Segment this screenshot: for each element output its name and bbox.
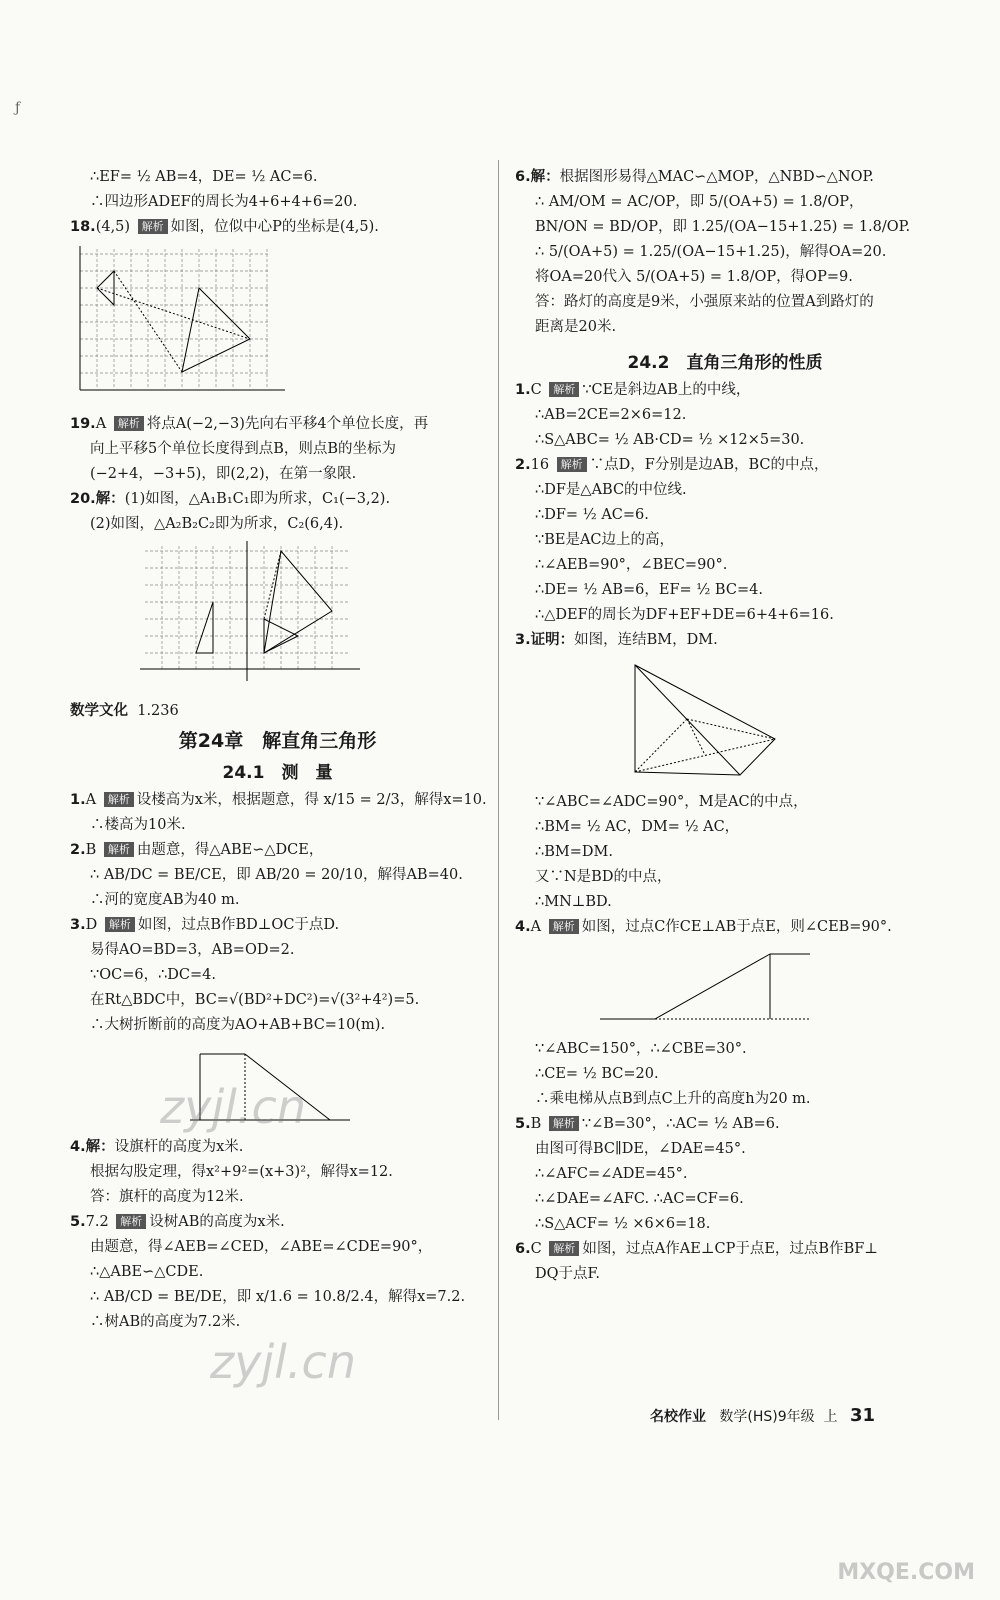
- analysis-tag: 解析: [138, 219, 168, 234]
- text-line: ∴ 5/(OA+5) = 1.25/(OA−15+1.25)，解得OA=20.: [535, 244, 887, 260]
- text-line: BN/ON = BD/OP，即 1.25/(OA−15+1.25) = 1.8/OP.: [535, 219, 911, 235]
- text-line: 由图可得BC∥DE，∠DAE=45°.: [535, 1141, 746, 1157]
- text-line: ∴BM=DM.: [535, 844, 613, 860]
- analysis-tag: 解析: [549, 919, 579, 934]
- analysis-tag: 解析: [549, 1241, 579, 1256]
- text-line: ∴河的宽度AB为40 m.: [90, 892, 240, 908]
- text-line: 向上平移5个单位长度得到点B，则点B的坐标为: [90, 441, 397, 457]
- watermark: zyjl.cn: [210, 1335, 356, 1389]
- chapter-title: 第24章 解直角三角形: [178, 730, 377, 752]
- text-line: ∴乘电梯从点B到点C上升的高度h为20 m.: [535, 1091, 811, 1107]
- page-footer: [650, 1405, 875, 1426]
- text-line: 答：路灯的高度是9米，小强原来站的位置A到路灯的: [535, 294, 874, 310]
- text-line: ∴DF是△ABC的中位线.: [535, 482, 687, 498]
- problem-s5: 5.B 解析 ∵∠B=30°，∴AC= ½ AB=6.: [515, 1116, 780, 1132]
- problem-4: 4.解：设旗杆的高度为x米.: [70, 1139, 244, 1155]
- text-line: ∵BE是AC边上的高，: [535, 532, 675, 548]
- text-line: 将OA=20代入 5/(OA+5) = 1.8/OP，得OP=9.: [535, 269, 853, 285]
- problem-19: 19.A 解析 将点A(−2,−3)先向右平移4个单位长度，再: [70, 416, 429, 432]
- column-divider: [498, 160, 499, 1420]
- text-line: 在Rt△BDC中，BC=√(BD²+DC²)=√(3²+4²)=5.: [90, 992, 420, 1008]
- problem-1: 1.A 解析 设楼高为x米，根据题意，得 x/15 = 2/3，解得x=10.: [70, 792, 487, 808]
- text-line: DQ于点F.: [535, 1266, 600, 1282]
- problem-s2: 2.16 解析 ∵点D，F分别是边AB，BC的中点，: [515, 457, 829, 473]
- text-line: ∴∠AEB=90°，∠BEC=90°.: [535, 557, 728, 573]
- analysis-tag: 解析: [104, 842, 134, 857]
- text-line: ∴∠AFC=∠ADE=45°.: [535, 1166, 688, 1182]
- margin-mark: ƒ: [15, 100, 21, 116]
- text-line: ∴ AB/DC = BE/CE，即 AB/20 = 20/10，解得AB=40.: [90, 867, 463, 883]
- text-line: ∵∠ABC=∠ADC=90°，M是AC的中点，: [535, 794, 808, 810]
- watermark-logo: MXQE.COM: [837, 1560, 975, 1585]
- text-line: (2)如图，△A₂B₂C₂即为所求，C₂(6,4).: [90, 516, 344, 532]
- text-line: ∴BM= ½ AC，DM= ½ AC，: [535, 819, 740, 835]
- problem-18: 18.(4,5) 解析 如图，位似中心P的坐标是(4,5).: [70, 219, 379, 235]
- text-line: ∴CE= ½ BC=20.: [535, 1066, 659, 1082]
- text-line: 易得AO=BD=3，AB=OD=2.: [90, 942, 295, 958]
- text-line: ∴EF= ½ AB=4，DE= ½ AC=6.: [90, 169, 318, 185]
- text-line: ∴DE= ½ AB=6，EF= ½ BC=4.: [535, 582, 763, 598]
- page-number: 31: [849, 1405, 876, 1426]
- text-line: 距离是20米.: [535, 319, 617, 335]
- text-line: ∴△DEF的周长为DF+EF+DE=6+4+6=16.: [535, 607, 834, 623]
- text-line: (−2+4，−3+5)，即(2,2)，在第一象限.: [90, 466, 357, 482]
- text-line: ∴S△ACF= ½ ×6×6=18.: [535, 1216, 711, 1232]
- text-line: ∴AB=2CE=2×6=12.: [535, 407, 687, 423]
- analysis-tag: 解析: [114, 416, 144, 431]
- problem-s3: 3.证明：如图，连结BM，DM.: [515, 632, 718, 648]
- subject-label: 数学(HS)9年级: [719, 1409, 815, 1425]
- problem-s6: 6.C 解析 如图，过点A作AE⊥CP于点E，过点B作BF⊥: [515, 1241, 878, 1257]
- text-line: ∵OC=6，∴DC=4.: [90, 967, 217, 983]
- math-culture: 数学文化 1.236: [70, 703, 179, 719]
- text-line: ∴大树折断前的高度为AO+AB+BC=10(m).: [90, 1017, 386, 1033]
- text-line: ∴∠DAE=∠AFC. ∴AC=CF=6.: [535, 1191, 744, 1207]
- text-line: 答：旗杆的高度为12米.: [90, 1189, 244, 1205]
- quadrilateral-figure: [625, 657, 805, 782]
- escalator-figure: [600, 944, 830, 1029]
- problem-20: 20.解：(1)如图，△A₁B₁C₁即为所求，C₁(−3,2).: [70, 491, 391, 507]
- text-line: ∴S△ABC= ½ AB·CD= ½ ×12×5=30.: [535, 432, 805, 448]
- section-title: 24.1 测 量: [222, 763, 333, 783]
- text-line: 由题意，得∠AEB=∠CED，∠ABE=∠CDE=90°，: [90, 1239, 433, 1255]
- problem-s1: 1.C 解析 ∵CE是斜边AB上的中线，: [515, 382, 751, 398]
- section-title: 24.2 直角三角形的性质: [627, 353, 823, 373]
- problem-2: 2.B 解析 由题意，得△ABE∽△DCE，: [70, 842, 324, 858]
- analysis-tag: 解析: [549, 382, 579, 397]
- text-line: 又∵N是BD的中点，: [535, 869, 672, 885]
- text-line: ∴四边形ADEF的周长为4+6+4+6=20.: [90, 194, 358, 210]
- analysis-tag: 解析: [105, 917, 135, 932]
- analysis-tag: 解析: [104, 792, 134, 807]
- text-line: ∴△ABE∽△CDE.: [90, 1264, 204, 1280]
- coordinate-figure-20: [140, 541, 370, 691]
- watermark: zyjl.cn: [160, 1080, 306, 1134]
- analysis-tag: 解析: [549, 1116, 579, 1131]
- volume-label: 上: [823, 1409, 838, 1425]
- problem-s4: 4.A 解析 如图，过点C作CE⊥AB于点E，则∠CEB=90°.: [515, 919, 892, 935]
- text-line: 根据勾股定理，得x²+9²=(x+3)²，解得x=12.: [90, 1164, 393, 1180]
- series-name: 名校作业: [650, 1409, 706, 1425]
- problem-6: 6.解：根据图形易得△MAC∽△MOP，△NBD∽△NOP.: [515, 169, 874, 185]
- problem-5: 5.7.2 解析 设树AB的高度为x米.: [70, 1214, 285, 1230]
- text-line: ∴MN⊥BD.: [535, 894, 612, 910]
- coordinate-figure-18: [70, 244, 300, 404]
- analysis-tag: 解析: [116, 1214, 146, 1229]
- text-line: ∴DF= ½ AC=6.: [535, 507, 649, 523]
- analysis-tag: 解析: [557, 457, 587, 472]
- text-line: ∴ AM/OM = AC/OP，即 5/(OA+5) = 1.8/OP，: [535, 194, 864, 210]
- right-column: [515, 165, 935, 1287]
- text-line: ∴ AB/CD = BE/DE，即 x/1.6 = 10.8/2.4，解得x=7.2.: [90, 1289, 466, 1305]
- problem-3: 3.D 解析 如图，过点B作BD⊥OC于点D.: [70, 917, 340, 933]
- left-column: [70, 165, 485, 1335]
- text-line: ∴树AB的高度为7.2米.: [90, 1314, 241, 1330]
- text-line: ∵∠ABC=150°，∴∠CBE=30°.: [535, 1041, 747, 1057]
- text-line: ∴楼高为10米.: [90, 817, 186, 833]
